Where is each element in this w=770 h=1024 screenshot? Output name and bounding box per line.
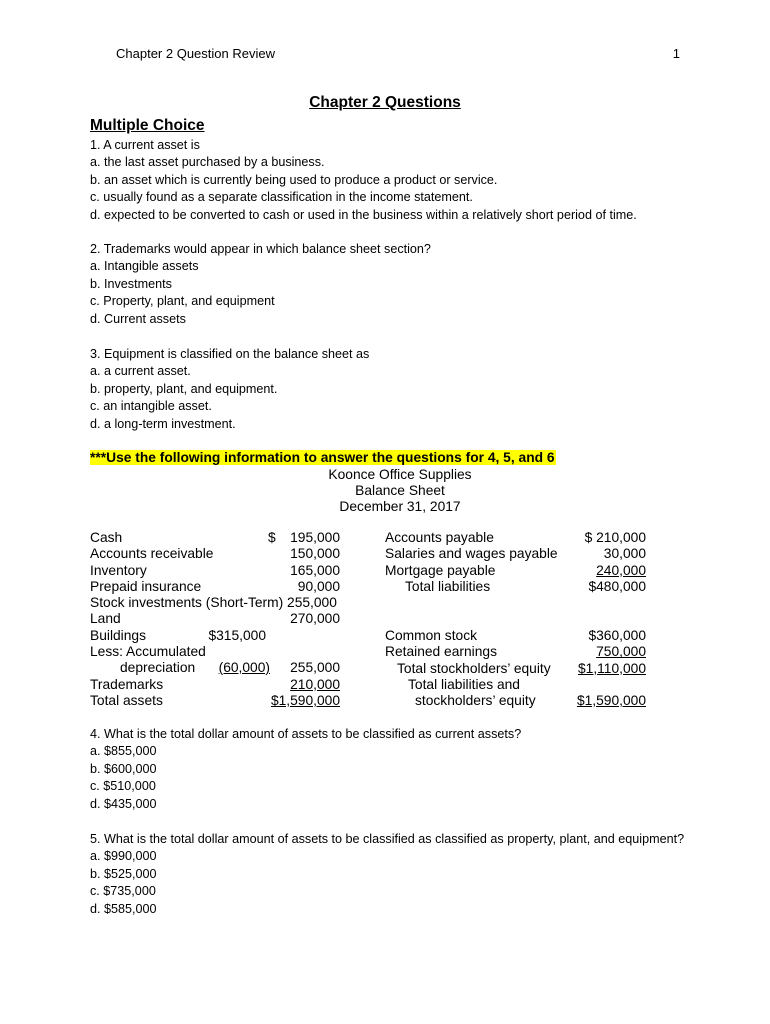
equity-label: Common stock [385, 628, 478, 643]
liability-amounts [560, 530, 646, 595]
liability-amount: 240,000 [596, 562, 646, 578]
page-number: 1 [672, 46, 680, 61]
question-1 [90, 137, 637, 224]
answer-option: d. expected to be converted to cash or used in the business within a relatively short period of time. [90, 207, 637, 222]
asset-label: Cash [90, 530, 123, 545]
liability-labels [385, 530, 558, 595]
answer-option: b. $525,000 [90, 866, 157, 881]
asset-label: Trademarks [90, 676, 164, 692]
equity-label: stockholders’ equity [415, 693, 536, 709]
page-header [116, 46, 680, 64]
asset-label: Land [90, 611, 121, 627]
question-2 [90, 241, 431, 328]
liability-label: Salaries and wages payable [385, 546, 558, 562]
statement-name: Balance Sheet [355, 483, 445, 498]
answer-option: a. a current asset. [90, 364, 191, 379]
asset-amount: 195,000 [290, 530, 340, 545]
answer-option: b. Investments [90, 276, 172, 291]
asset-label: depreciation [120, 660, 196, 676]
question-3 [90, 346, 369, 433]
equity-amount: 750,000 [596, 644, 646, 660]
asset-amount: 255,000 [290, 660, 340, 676]
answer-option: b. property, plant, and equipment. [90, 381, 278, 396]
answer-option: d. $585,000 [90, 901, 157, 916]
question-stem: 1. A current asset is [90, 138, 200, 152]
equity-amounts [560, 628, 646, 709]
document-title [0, 94, 770, 112]
buildings-gross: $315,000 [208, 628, 266, 643]
instruction-text: ***Use the following information to answer the questions for 4, 5, and 6 [90, 450, 555, 465]
liability-label: Mortgage payable [385, 562, 496, 578]
answer-option: c. usually found as a separate classification in the income statement. [90, 190, 473, 205]
question-stem: 5. What is the total dollar amount of assets to be classified as classified as property, plant, and equipment? [90, 832, 685, 846]
total-assets-amount: $1,590,000 [270, 692, 340, 708]
asset-label: Buildings [90, 627, 146, 643]
question-4 [90, 726, 521, 813]
document-title-text: Chapter 2 Questions [309, 94, 461, 111]
equity-amount: $1,110,000 [577, 660, 646, 676]
company-name: Koonce Office Supplies [328, 467, 472, 482]
statement-date: December 31, 2017 [339, 499, 461, 514]
question-stem: 3. Equipment is classified on the balance sheet as [90, 347, 370, 361]
liability-amount: 30,000 [603, 546, 646, 562]
asset-amount: 165,000 [290, 562, 340, 578]
answer-option: d. Current assets [90, 311, 186, 326]
asset-label: Less: Accumulated [90, 644, 206, 660]
cash-dollar-sign: $ [268, 530, 276, 545]
liability-label: Accounts payable [385, 530, 494, 545]
asset-label: Accounts receivable [90, 546, 214, 562]
asset-amount: 210,000 [290, 676, 340, 692]
answer-option: a. the last asset purchased by a business. [90, 155, 325, 170]
section-title: Multiple Choice [90, 117, 205, 134]
equity-label: Total stockholders’ equity [397, 660, 551, 676]
answer-option: d. $435,000 [90, 796, 157, 811]
answer-option: d. a long-term investment. [90, 416, 236, 431]
question-stem: 4. What is the total dollar amount of assets to be classified as current assets? [90, 727, 522, 741]
asset-amount: 270,000 [290, 611, 340, 627]
answer-option: b. $600,000 [90, 761, 157, 776]
question-stem: 2. Trademarks would appear in which balance sheet section? [90, 242, 431, 256]
answer-option: b. an asset which is currently being used to produce a product or service. [90, 172, 498, 187]
answer-option: c. an intangible asset. [90, 399, 212, 414]
asset-amount: 150,000 [290, 546, 340, 562]
equity-label: Retained earnings [385, 644, 497, 660]
instruction-highlight [90, 450, 556, 466]
answer-option: c. Property, plant, and equipment [90, 294, 275, 309]
answer-option: a. $990,000 [90, 849, 157, 864]
liability-amount: $ 210,000 [584, 530, 646, 545]
asset-label: Total assets [90, 692, 163, 708]
equity-labels [385, 628, 551, 709]
running-header: Chapter 2 Question Review [116, 46, 275, 61]
liability-label: Total liabilities [405, 578, 491, 594]
asset-amounts [262, 530, 340, 709]
total-liabilities-equity-amount: $1,590,000 [576, 693, 646, 709]
answer-option: a. $855,000 [90, 744, 157, 759]
asset-label: Stock investments (Short-Term) 255,000 [90, 595, 337, 611]
accumulated-depreciation: (60,000) [218, 660, 270, 675]
answer-option: c. $735,000 [90, 884, 156, 899]
equity-label: Total liabilities and [408, 676, 520, 692]
question-5 [90, 831, 684, 918]
asset-amount: 90,000 [297, 578, 340, 594]
answer-option: c. $510,000 [90, 779, 156, 794]
total-liabilities-amount: $480,000 [588, 578, 646, 594]
answer-option: a. Intangible assets [90, 259, 199, 274]
equity-amount: $360,000 [588, 628, 646, 643]
asset-label: Inventory [90, 562, 147, 578]
asset-label: Prepaid insurance [90, 578, 202, 594]
